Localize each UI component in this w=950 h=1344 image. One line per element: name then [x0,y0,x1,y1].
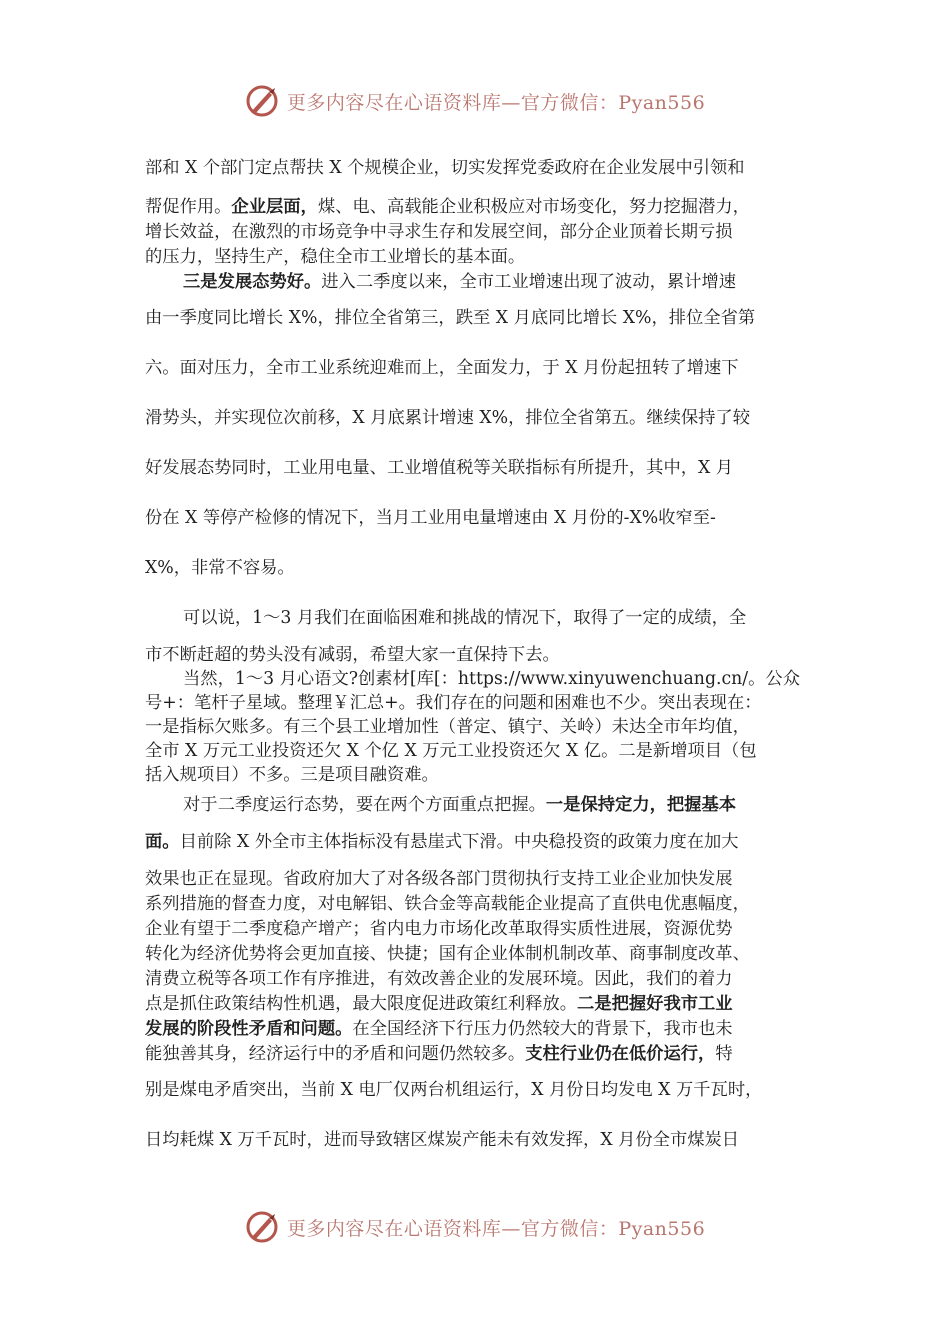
text-line: 六。面对压力，全市工业系统迎难而上，全面发力，于 X 月份起扭转了增速下 [145,358,739,378]
plain-text: 进入二季度以来，全市工业增速出现了波动，累计增速 [321,272,737,292]
text-line: X%，非常不容易。 [145,558,295,578]
text-line: 由一季度同比增长 X%，排位全省第三，跌至 X 月底同比增长 X%，排位全省第 [145,308,756,328]
plain-text: 在全国经济下行压力仍然较大的背景下，我市也未 [352,1019,733,1039]
text-line: 份在 X 等停产检修的情况下，当月工业用电量增速由 X 月份的-X%收窄至- [145,508,716,528]
header-banner [0,84,950,118]
plain-text: 帮促作用。 [145,197,232,217]
text-line: 增长效益，在激烈的市场竞争中寻求生存和发展空间，部分企业顶着长期亏损 [145,222,733,242]
bold-heading: 支柱行业仍在低价运行， [525,1044,716,1064]
plain-text: 点是抓住政策结构性机遇，最大限度促进政策红利释放。 [145,994,578,1014]
text-line: 部和 X 个部门定点帮扶 X 个规模企业，切实发挥党委政府在企业发展中引领和 [145,158,745,178]
text-line: 一是指标欠账多。有三个县工业增加性（普定、镇宁、关岭）未达全市年均值， [145,717,750,737]
text-line: 括入规项目）不多。三是项目融资难。 [145,765,439,785]
plain-text: 特 [715,1044,733,1064]
bold-heading: 一是保持定力，把握基本 [545,795,737,815]
text-line: 别是煤电矛盾突出，当前 X 电厂仅两台机组运行，X 月份日均发电 X 万千瓦时， [145,1080,763,1100]
text-line: 企业有望于二季度稳产增产；省内电力市场化改革取得实质性进展，资源优势 [145,919,733,939]
pen-quill-icon [245,84,279,118]
text-line: 滑势头，并实现位次前移，X 月底累计增速 X%，排位全省第五。继续保持了较 [145,408,751,428]
bold-heading: 企业层面， [231,197,318,217]
plain-text: 对于二季度运行态势，要在两个方面重点把握。 [183,795,546,815]
text-line: 号+：笔杆子星域。整理￥汇总+。我们存在的问题和困难也不少。突出表现在： [145,693,762,713]
banner-text: 更多内容尽在心语资料库—官方微信：Pyan556 [286,1217,706,1240]
text-line [183,274,736,291]
plain-text: 能独善其身，经济运行中的矛盾和问题仍然较多。 [145,1044,526,1064]
plain-text: 目前除 X 外全市主体指标没有悬崖式下滑。中央稳投资的政策力度在加大 [179,832,739,852]
banner-text: 更多内容尽在心语资料库—官方微信：Pyan556 [286,91,706,114]
text-line [145,996,733,1013]
plain-text: 煤、电、高载能企业积极应对市场变化，努力挖掘潜力， [317,197,750,217]
text-line: 当然，1～3 月心语文?创素材[库[：https://www.xinyuwenchuang.cn/。公众 [183,669,800,689]
text-line: 转化为经济优势将会更加直接、快捷；国有企业体制机制改革、商事制度改革、 [145,944,750,964]
text-line [145,834,739,851]
text-line: 市不断赶超的势头没有减弱，希望大家一直保持下去。 [145,645,560,665]
text-line [145,1021,733,1038]
bold-heading: 发展的阶段性矛盾和问题。 [145,1019,353,1039]
footer-banner [0,1210,950,1244]
bold-heading: 面。 [145,832,180,852]
text-line: 效果也正在显现。省政府加大了对各级各部门贯彻执行支持工业企业加快发展 [145,869,733,889]
text-line [145,1046,733,1063]
text-line: 日均耗煤 X 万千瓦时，进而导致辖区煤炭产能未有效发挥，X 月份全市煤炭日 [145,1130,740,1150]
text-line: 可以说，1～3 月我们在面临困难和挑战的情况下，取得了一定的成绩，全 [183,608,747,628]
pen-quill-icon [245,1210,279,1244]
text-line [183,797,736,814]
text-line: 清费立税等各项工作有序推进，有效改善企业的发展环境。因此，我们的着力 [145,969,733,989]
bold-heading: 三是发展态势好。 [183,272,322,292]
text-line: 系列措施的督查力度，对电解铝、铁合金等高载能企业提高了直供电优惠幅度， [145,894,750,914]
text-line: 的压力，坚持生产，稳住全市工业增长的基本面。 [145,247,526,267]
text-line [145,199,750,216]
text-line: 全市 X 万元工业投资还欠 X 个亿 X 万元工业投资还欠 X 亿。二是新增项目（包 [145,741,757,761]
bold-heading: 二是把握好我市工业 [577,994,733,1014]
text-line: 好发展态势同时，工业用电量、工业增值税等关联指标有所提升，其中，X 月 [145,458,734,478]
